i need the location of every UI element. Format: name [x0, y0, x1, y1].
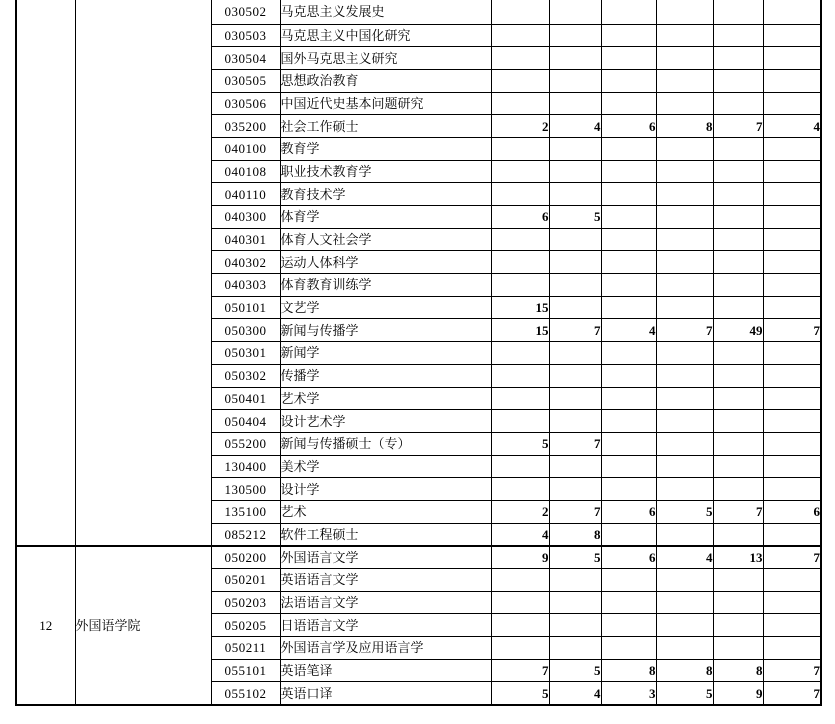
major-code-cell: 050404	[211, 410, 280, 433]
value-cell: 13	[713, 546, 763, 569]
value-cell	[656, 569, 713, 592]
major-name-cell: 新闻与传播学	[280, 319, 491, 342]
value-cell	[713, 206, 763, 229]
section-seq-cell: 12	[16, 546, 75, 705]
value-cell	[601, 69, 656, 92]
value-cell	[656, 614, 713, 637]
value-cell	[656, 228, 713, 251]
major-code-cell: 055101	[211, 659, 280, 682]
value-cell	[763, 69, 821, 92]
major-name-cell: 外国语言学及应用语言学	[280, 637, 491, 660]
value-cell	[601, 478, 656, 501]
value-cell	[713, 47, 763, 70]
value-cell	[763, 47, 821, 70]
value-cell: 4	[491, 523, 549, 546]
value-cell	[713, 296, 763, 319]
value-cell	[763, 478, 821, 501]
value-cell	[763, 455, 821, 478]
major-code-cell: 050302	[211, 364, 280, 387]
value-cell	[549, 274, 601, 297]
value-cell	[656, 69, 713, 92]
value-cell: 8	[713, 659, 763, 682]
major-code-cell: 050300	[211, 319, 280, 342]
value-cell	[491, 24, 549, 47]
major-name-cell: 体育学	[280, 206, 491, 229]
value-cell	[491, 455, 549, 478]
major-name-cell: 新闻与传播硕士（专）	[280, 432, 491, 455]
value-cell	[656, 0, 713, 24]
value-cell: 7	[656, 319, 713, 342]
major-code-cell: 050401	[211, 387, 280, 410]
table-row	[16, 0, 821, 24]
value-cell	[549, 160, 601, 183]
value-cell	[763, 160, 821, 183]
value-cell	[549, 478, 601, 501]
value-cell	[763, 228, 821, 251]
major-name-cell: 日语语言文学	[280, 614, 491, 637]
value-cell: 5	[549, 659, 601, 682]
value-cell	[491, 569, 549, 592]
major-name-cell: 英语笔译	[280, 659, 491, 682]
value-cell: 5	[549, 546, 601, 569]
major-code-cell: 030503	[211, 24, 280, 47]
major-name-cell: 设计学	[280, 478, 491, 501]
value-cell: 7	[549, 432, 601, 455]
value-cell	[656, 274, 713, 297]
value-cell	[601, 523, 656, 546]
value-cell	[491, 478, 549, 501]
value-cell	[549, 69, 601, 92]
value-cell: 7	[763, 319, 821, 342]
major-code-cell: 055102	[211, 682, 280, 705]
section-department-cell	[75, 0, 211, 546]
value-cell	[601, 274, 656, 297]
major-code-cell: 135100	[211, 500, 280, 523]
major-name-cell: 英语语言文学	[280, 569, 491, 592]
value-cell	[549, 387, 601, 410]
value-cell: 4	[549, 115, 601, 138]
value-cell	[601, 160, 656, 183]
value-cell	[601, 251, 656, 274]
value-cell: 5	[656, 682, 713, 705]
value-cell	[601, 364, 656, 387]
major-name-cell: 职业技术教育学	[280, 160, 491, 183]
major-name-cell: 马克思主义中国化研究	[280, 24, 491, 47]
value-cell: 9	[491, 546, 549, 569]
major-code-cell: 050203	[211, 591, 280, 614]
value-cell	[549, 24, 601, 47]
value-cell	[491, 251, 549, 274]
major-code-cell: 050200	[211, 546, 280, 569]
table-row	[16, 546, 821, 569]
value-cell	[601, 432, 656, 455]
value-cell: 5	[549, 206, 601, 229]
value-cell	[713, 24, 763, 47]
value-cell	[491, 137, 549, 160]
value-cell: 15	[491, 296, 549, 319]
major-code-cell: 040302	[211, 251, 280, 274]
value-cell	[601, 296, 656, 319]
major-name-cell: 艺术学	[280, 387, 491, 410]
section-seq-cell	[16, 0, 75, 546]
value-cell	[549, 637, 601, 660]
major-name-cell: 社会工作硕士	[280, 115, 491, 138]
value-cell: 2	[491, 115, 549, 138]
value-cell	[763, 137, 821, 160]
value-cell	[549, 228, 601, 251]
value-cell	[491, 591, 549, 614]
major-code-cell: 050101	[211, 296, 280, 319]
value-cell: 7	[549, 500, 601, 523]
value-cell	[549, 296, 601, 319]
major-code-cell: 055200	[211, 432, 280, 455]
major-name-cell: 外国语言文学	[280, 546, 491, 569]
value-cell	[491, 274, 549, 297]
major-code-cell: 040110	[211, 183, 280, 206]
major-name-cell: 马克思主义发展史	[280, 0, 491, 24]
value-cell: 7	[491, 659, 549, 682]
value-cell	[491, 410, 549, 433]
value-cell	[601, 24, 656, 47]
value-cell	[549, 0, 601, 24]
major-name-cell: 美术学	[280, 455, 491, 478]
value-cell	[601, 183, 656, 206]
value-cell	[491, 637, 549, 660]
value-cell	[656, 296, 713, 319]
major-code-cell: 050205	[211, 614, 280, 637]
value-cell	[713, 160, 763, 183]
value-cell	[656, 410, 713, 433]
value-cell	[713, 523, 763, 546]
value-cell	[763, 296, 821, 319]
value-cell: 7	[763, 659, 821, 682]
value-cell	[601, 455, 656, 478]
value-cell	[713, 455, 763, 478]
value-cell	[491, 69, 549, 92]
value-cell	[549, 137, 601, 160]
major-code-cell: 040100	[211, 137, 280, 160]
value-cell: 3	[601, 682, 656, 705]
value-cell	[656, 364, 713, 387]
value-cell	[763, 523, 821, 546]
major-code-cell: 030506	[211, 92, 280, 115]
major-name-cell: 运动人体科学	[280, 251, 491, 274]
major-code-cell: 130500	[211, 478, 280, 501]
value-cell: 7	[713, 500, 763, 523]
value-cell	[549, 614, 601, 637]
major-name-cell: 国外马克思主义研究	[280, 47, 491, 70]
major-name-cell: 设计艺术学	[280, 410, 491, 433]
major-name-cell: 英语口译	[280, 682, 491, 705]
value-cell	[763, 364, 821, 387]
value-cell	[549, 591, 601, 614]
value-cell	[763, 183, 821, 206]
value-cell	[549, 183, 601, 206]
value-cell: 9	[713, 682, 763, 705]
value-cell	[763, 251, 821, 274]
major-code-cell: 040303	[211, 274, 280, 297]
value-cell	[713, 183, 763, 206]
value-cell	[763, 387, 821, 410]
value-cell	[656, 251, 713, 274]
value-cell	[713, 387, 763, 410]
value-cell	[601, 614, 656, 637]
value-cell	[713, 569, 763, 592]
value-cell	[656, 432, 713, 455]
value-cell	[656, 183, 713, 206]
value-cell	[601, 47, 656, 70]
value-cell: 7	[763, 682, 821, 705]
value-cell	[763, 614, 821, 637]
value-cell	[549, 364, 601, 387]
value-cell	[713, 591, 763, 614]
value-cell: 49	[713, 319, 763, 342]
major-code-cell: 130400	[211, 455, 280, 478]
value-cell	[763, 591, 821, 614]
value-cell	[491, 92, 549, 115]
major-name-cell: 体育教育训练学	[280, 274, 491, 297]
value-cell: 6	[601, 500, 656, 523]
major-name-cell: 教育学	[280, 137, 491, 160]
major-name-cell: 传播学	[280, 364, 491, 387]
major-code-cell: 030505	[211, 69, 280, 92]
value-cell: 4	[763, 115, 821, 138]
value-cell	[713, 637, 763, 660]
value-cell	[763, 24, 821, 47]
value-cell	[601, 637, 656, 660]
value-cell	[656, 387, 713, 410]
value-cell	[713, 92, 763, 115]
value-cell	[601, 137, 656, 160]
value-cell: 4	[656, 546, 713, 569]
value-cell	[713, 614, 763, 637]
value-cell	[763, 92, 821, 115]
value-cell	[763, 569, 821, 592]
value-cell	[656, 637, 713, 660]
value-cell	[713, 251, 763, 274]
value-cell	[549, 92, 601, 115]
value-cell	[656, 206, 713, 229]
value-cell	[549, 410, 601, 433]
value-cell	[763, 342, 821, 365]
value-cell	[763, 432, 821, 455]
value-cell	[491, 342, 549, 365]
major-code-cell: 040108	[211, 160, 280, 183]
major-code-cell: 050211	[211, 637, 280, 660]
value-cell	[601, 591, 656, 614]
value-cell	[763, 274, 821, 297]
section-department-cell: 外国语学院	[75, 546, 211, 705]
value-cell	[713, 137, 763, 160]
value-cell	[763, 206, 821, 229]
value-cell	[713, 342, 763, 365]
enrollment-table	[15, 0, 822, 706]
value-cell: 15	[491, 319, 549, 342]
value-cell	[713, 274, 763, 297]
value-cell: 5	[491, 432, 549, 455]
value-cell: 8	[549, 523, 601, 546]
value-cell: 7	[763, 546, 821, 569]
major-code-cell: 030502	[211, 0, 280, 24]
value-cell: 5	[491, 682, 549, 705]
value-cell	[491, 228, 549, 251]
value-cell	[491, 160, 549, 183]
major-code-cell: 030504	[211, 47, 280, 70]
major-name-cell: 艺术	[280, 500, 491, 523]
value-cell	[713, 410, 763, 433]
major-name-cell: 中国近代史基本问题研究	[280, 92, 491, 115]
value-cell	[601, 569, 656, 592]
value-cell: 2	[491, 500, 549, 523]
value-cell	[491, 47, 549, 70]
value-cell	[549, 569, 601, 592]
value-cell	[549, 455, 601, 478]
major-code-cell: 040301	[211, 228, 280, 251]
value-cell	[601, 342, 656, 365]
value-cell	[656, 342, 713, 365]
value-cell	[763, 0, 821, 24]
value-cell	[491, 0, 549, 24]
value-cell: 8	[656, 115, 713, 138]
value-cell	[549, 342, 601, 365]
value-cell	[549, 47, 601, 70]
value-cell	[713, 69, 763, 92]
value-cell	[656, 24, 713, 47]
value-cell	[713, 364, 763, 387]
major-code-cell: 050201	[211, 569, 280, 592]
value-cell: 8	[601, 659, 656, 682]
major-name-cell: 软件工程硕士	[280, 523, 491, 546]
value-cell	[656, 478, 713, 501]
value-cell	[713, 0, 763, 24]
value-cell	[656, 92, 713, 115]
value-cell: 8	[656, 659, 713, 682]
value-cell	[656, 455, 713, 478]
major-name-cell: 法语语言文学	[280, 591, 491, 614]
major-code-cell: 085212	[211, 523, 280, 546]
value-cell	[713, 478, 763, 501]
value-cell	[601, 228, 656, 251]
value-cell	[491, 614, 549, 637]
value-cell: 4	[549, 682, 601, 705]
major-name-cell: 新闻学	[280, 342, 491, 365]
value-cell	[601, 206, 656, 229]
value-cell	[656, 591, 713, 614]
value-cell	[549, 251, 601, 274]
value-cell	[713, 228, 763, 251]
value-cell: 6	[763, 500, 821, 523]
value-cell: 7	[549, 319, 601, 342]
value-cell: 7	[713, 115, 763, 138]
major-name-cell: 思想政治教育	[280, 69, 491, 92]
major-name-cell: 体育人文社会学	[280, 228, 491, 251]
value-cell	[763, 410, 821, 433]
value-cell	[656, 160, 713, 183]
value-cell	[491, 387, 549, 410]
value-cell: 6	[601, 115, 656, 138]
major-code-cell: 050301	[211, 342, 280, 365]
value-cell	[601, 410, 656, 433]
major-name-cell: 教育技术学	[280, 183, 491, 206]
value-cell: 5	[656, 500, 713, 523]
major-code-cell: 040300	[211, 206, 280, 229]
value-cell	[656, 523, 713, 546]
value-cell	[763, 637, 821, 660]
value-cell: 4	[601, 319, 656, 342]
value-cell	[601, 92, 656, 115]
value-cell: 6	[491, 206, 549, 229]
value-cell	[601, 0, 656, 24]
value-cell	[601, 387, 656, 410]
value-cell	[491, 183, 549, 206]
value-cell: 6	[601, 546, 656, 569]
major-name-cell: 文艺学	[280, 296, 491, 319]
value-cell	[491, 364, 549, 387]
major-code-cell: 035200	[211, 115, 280, 138]
value-cell	[656, 137, 713, 160]
value-cell	[713, 432, 763, 455]
value-cell	[656, 47, 713, 70]
table-body	[16, 0, 821, 705]
